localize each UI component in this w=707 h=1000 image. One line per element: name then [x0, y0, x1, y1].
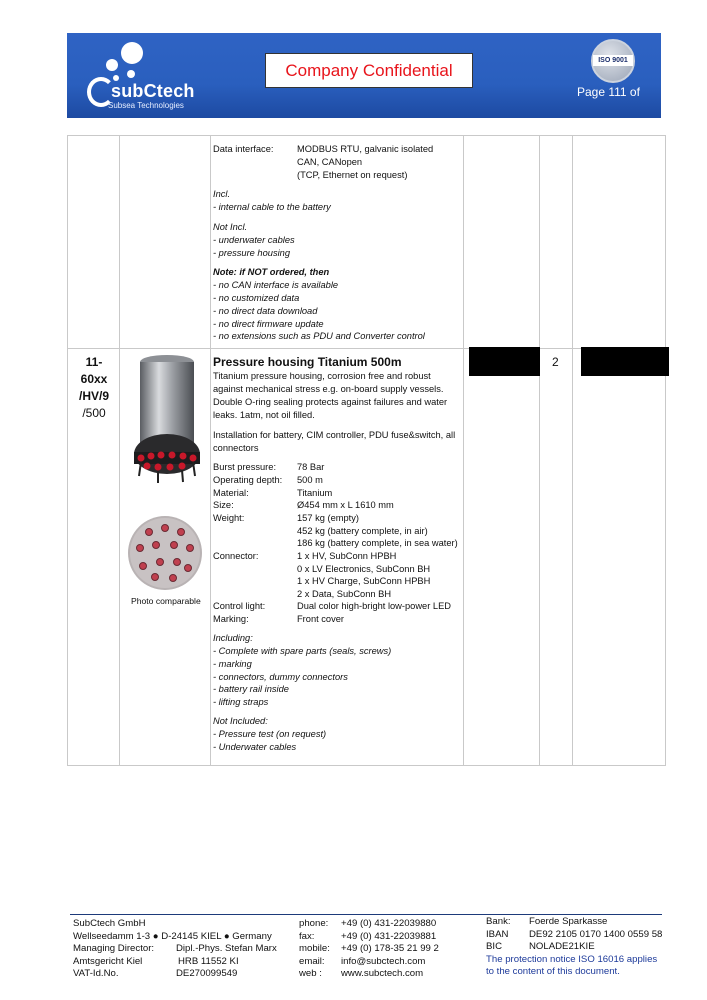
column-divider	[463, 135, 464, 766]
notincl-item: - pressure housing	[213, 248, 290, 258]
iso-seal-icon: ISO 9001	[591, 39, 635, 83]
item-quantity: 2	[552, 355, 559, 369]
not-included-item: - Underwater cables	[213, 742, 297, 752]
column-divider	[210, 135, 211, 766]
notincl-title: Not Incl.	[213, 222, 248, 232]
column-divider	[119, 135, 120, 766]
row-divider	[67, 348, 665, 349]
spec-value: 452 kg (battery complete, in air)	[297, 526, 428, 536]
redacted-total-price	[581, 347, 669, 376]
spec-value: Dual color high-bright low-power LED	[297, 601, 451, 611]
spec-value: 186 kg (battery complete, in sea water)	[297, 538, 458, 548]
note-item: - no extensions such as PDU and Converter control	[213, 331, 425, 341]
column-divider	[572, 135, 573, 766]
logo-bubble-icon	[121, 42, 143, 64]
spec-value: 1 x HV, SubConn HPBH	[297, 551, 397, 561]
footer-divider	[70, 914, 662, 915]
spec-label: Data interface:	[213, 144, 274, 154]
installation-line: Installation for battery, CIM controller, PDU fuse&switch, all	[213, 430, 456, 440]
page-number: Page 111 of	[577, 85, 640, 99]
spec-value: Ø454 mm x L 1610 mm	[297, 500, 394, 510]
spec-label: Material:	[213, 488, 249, 498]
including-title: Including:	[213, 633, 253, 643]
logo-bubble-icon	[106, 59, 118, 71]
protection-notice: to the content of this document.	[486, 966, 620, 977]
including-item: - Complete with spare parts (seals, screws)	[213, 646, 392, 656]
spec-value: Titanium	[297, 488, 333, 498]
spec-value: CAN, CANopen	[297, 157, 363, 167]
notincl-item: - underwater cables	[213, 235, 295, 245]
spec-value: 1 x HV Charge, SubConn HPBH	[297, 576, 431, 586]
spec-value: (TCP, Ethernet on request)	[297, 170, 408, 180]
table-border-left	[67, 135, 68, 766]
photo-caption: Photo comparable	[131, 596, 201, 606]
description-line: leaks. 1atm, not oil filled.	[213, 410, 315, 420]
description-line: Double O-ring sealing protects against failures and water	[213, 397, 448, 407]
spec-label: Marking:	[213, 614, 249, 624]
incl-item: - internal cable to the battery	[213, 202, 331, 212]
installation-line: connectors	[213, 443, 259, 453]
spec-value: Front cover	[297, 614, 345, 624]
spec-value: 78 Bar	[297, 462, 325, 472]
housing-photo	[125, 354, 205, 489]
company-logo-text: subCtech	[111, 81, 195, 101]
email-link[interactable]: info@subctech.com	[341, 956, 426, 967]
note-item: - no customized data	[213, 293, 300, 303]
not-included-item: - Pressure test (on request)	[213, 729, 327, 739]
spec-label: Burst pressure:	[213, 462, 277, 472]
spec-label: Control light:	[213, 601, 266, 611]
description-line: against mechanical stress e.g. on-board supply vessels.	[213, 384, 444, 394]
note-title: Note: if NOT ordered, then	[213, 267, 330, 277]
logo-bubble-icon	[127, 70, 135, 78]
spec-label: Connector:	[213, 551, 259, 561]
table-border-top	[67, 135, 665, 136]
including-item: - marking	[213, 659, 252, 669]
protection-notice: The protection notice ISO 16016 applies	[486, 954, 658, 965]
note-item: - no direct firmware update	[213, 319, 324, 329]
spec-label: Size:	[213, 500, 234, 510]
table-border-bottom	[67, 765, 665, 766]
including-item: - lifting straps	[213, 697, 269, 707]
spec-label: Weight:	[213, 513, 245, 523]
company-tagline: Subsea Technologies	[108, 101, 184, 110]
note-item: - no CAN interface is available	[213, 280, 339, 290]
spec-value: 500 m	[297, 475, 323, 485]
incl-title: Incl.	[213, 189, 231, 199]
spec-value: 2 x Data, SubConn BH	[297, 589, 392, 599]
item-title: Pressure housing Titanium 500m	[213, 355, 402, 369]
spec-value: MODBUS RTU, galvanic isolated	[297, 144, 434, 154]
spec-label: Operating depth:	[213, 475, 283, 485]
item-position: 11- 60xx /HV/9 /500	[78, 355, 109, 420]
confidential-label: Company Confidential	[265, 53, 473, 88]
column-divider	[539, 135, 540, 766]
web-link[interactable]: www.subctech.com	[341, 968, 424, 979]
including-item: - connectors, dummy connectors	[213, 672, 348, 682]
table-border-right	[665, 135, 666, 766]
spec-value: 157 kg (empty)	[297, 513, 360, 523]
including-item: - battery rail inside	[213, 684, 289, 694]
not-included-title: Not Included:	[213, 716, 268, 726]
redacted-unit-price	[469, 347, 540, 376]
spec-value: 0 x LV Electronics, SubConn BH	[297, 564, 431, 574]
description-line: Titanium pressure housing, corrosion free and robust	[213, 371, 431, 381]
end-cap-photo	[125, 514, 205, 592]
page-header	[67, 33, 661, 118]
note-item: - no direct data download	[213, 306, 318, 316]
